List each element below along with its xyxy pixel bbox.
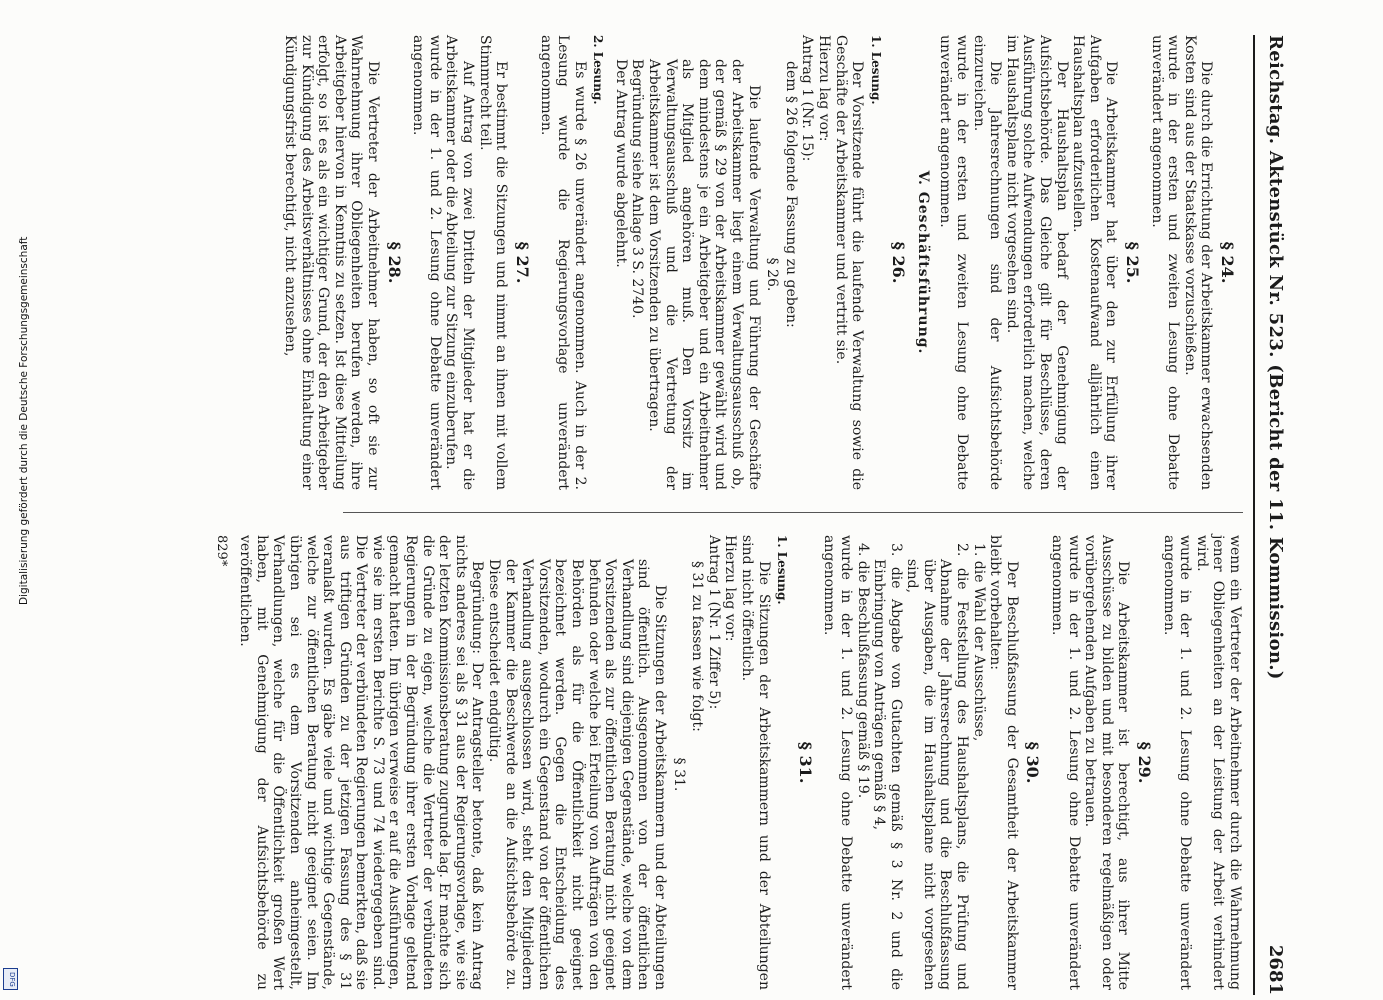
section-27-title: § 27. [512, 241, 532, 284]
section-26-quote-result: Der Antrag wurde abgelehnt. [612, 59, 629, 268]
section-30-result: wurde in der 1. und 2. Lesung ohne Debatte unverändert angenommen. [821, 535, 854, 990]
section-26-quote-head: § 26. [764, 257, 781, 292]
section-31-intro: Hierzu lag vor: [722, 535, 739, 642]
section-26-motion-desc: dem § 26 folgende Fassung zu geben: [782, 61, 799, 328]
section-25-text-3: Die Jahresrechnungen sind der Aufsichtsbehörde einzureichen. [970, 35, 1004, 490]
section-26-first-reading: 1. Lesung. [868, 35, 883, 105]
section-26-intro: Hierzu lag vor: [815, 35, 832, 142]
section-31-text: Die Sitzungen der Arbeitskammern und der Abteilungen sind nicht öffentlich. [738, 535, 772, 990]
section-26-second-reading: 2. Lesung. [591, 35, 606, 105]
section-24-title: § 24. [1218, 241, 1237, 284]
section-30-item: 2. die Feststellung des Haushaltsplans, die Prüfung und Abnahme der Jahresrechnung und die Beschlußfassung über Ausgaben, die im Haushaltsplane nicht vorgesehen sind, [904, 543, 971, 990]
section-30-item: 1. die Wahl der Ausschüsse, [970, 543, 987, 742]
section-24-result: wurde in der ersten und zweiten Lesung ohne Debatte unverändert angenommen. [1148, 35, 1182, 490]
section-25-title: § 25. [1123, 241, 1143, 284]
section-25-text-2: Der Haushaltsplan bedarf der Genehmigung der Aufsichtsbehörde. Das Gleiche gilt für Beschlüsse, deren Ausführung solche Aufwendungen erforderlich machen, welche im Haushaltsplane nicht vorgesehen sind. [1003, 35, 1070, 490]
section-27-result: wurde in der 1. und 2. Lesung ohne Debatte unverändert angenommen. [410, 35, 443, 490]
section-25-text-1: Die Arbeitskammer hat über den zur Erfüllung ihrer Aufgaben erforderlichen Kostenaufwand alljährlich einen Haushaltsplan aufzustellen. [1070, 35, 1120, 490]
header-title: Reichstag. Aktenstück Nr. 523. (Bericht der 11. Kommission.) [1265, 35, 1286, 680]
section-31-quote-head: § 31. [670, 757, 687, 792]
section-28-text: Die Vertreter der Arbeitnehmer haben, so oft sie zur Wahrnehmung ihrer Obliegenheiten berufen werden, ihre Arbeitgeber hiervon in Kenntnis zu setzen. Ist diese Mitteilung erfolgt, so ist es als ein wichtiger Grund, der den Arbeitgeber zur Kündigung des Arbeitsverhältnisses ohne Einhaltung einer Kündigungsfrist berechtigt, nicht anzusehen, [282, 35, 382, 490]
digitization-sidebar [0, 0, 30, 1000]
section-26-result: Es wurde § 26 unverändert angenommen. Auch in der 2. Lesung wurde die Regierungsvorlage unverändert angenommen. [538, 35, 588, 490]
section-31-title: § 31. [795, 741, 815, 784]
section-26-motion: Antrag 1 (Nr. 15): [799, 35, 816, 162]
section-28-continuation: wenn ein Vertreter der Arbeitnehmer durch die Wahrnehmung jener Obliegenheiten an der Leistung der Arbeit verhindert wird. [1193, 535, 1243, 990]
header-page-number: 2681 [1265, 944, 1286, 995]
chapter-heading: V. Geschäftsführung. [914, 170, 931, 355]
section-29-result: wurde in der 1. und 2. Lesung ohne Debatte unverändert angenommen. [1049, 535, 1082, 990]
section-28-result: wurde in der 1. und 2. Lesung ohne Debatte unverändert angenommen. [1160, 535, 1194, 990]
section-30-text: Der Beschlußfassung der Gesamtheit der Arbeitskammer bleibt vorbehalten: [987, 535, 1020, 990]
column-divider [343, 512, 1243, 513]
footer-sheet-number: 829* [214, 535, 230, 567]
section-31-first-reading: 1. Lesung. [775, 535, 790, 605]
section-31-motion-desc: § 31 zu fassen wie folgt: [689, 561, 706, 732]
left-column [282, 35, 1243, 490]
section-31-motion: Antrag 1 (Nr. 1 Ziffer 5): [705, 535, 722, 710]
section-31-reasoning: Begründung: Der Antragsteller betonte, daß kein Antrag nichts anderes sei als § 31 aus der Regierungsvorlage, wie sie der letzten Kommissionsberatung zugrunde lag. Er machte sich die Gründe zu eigen, welche die Vertreter der verbündeten Regierungen in der Begründung ihrer ersten Vorlage geltend gemacht hatten. Im übrigen verweise er auf die Ausführungen, wie sie im ersten Berichte S. 73 und 74 wiedergegeben sind. Die Vertreter der verbündeten Regierungen bemerkten, daß sie aus triftigen Gründen zu der jetzigen Fassung des § 31 veranlaßt wurden. Es gäbe viele und wichtige Gegenstände, welche zur öffentlichen Beratung nicht geeignet seien. Im übrigen sei es dem Vorsitzenden anheimgestellt, Verhandlungen, welche für die Öffentlichkeit großen Wert haben, mit Genehmigung der Aufsichtsbehörde zu veröffentlichen. [237, 535, 486, 990]
section-27-text-1: Er bestimmt die Sitzungen und nimmt an ihnen mit vollem Stimmrecht teil. [476, 35, 510, 490]
section-26-text: Der Vorsitzende führt die laufende Verwaltung sowie die Geschäfte der Arbeitskammer und vertritt sie. [832, 35, 866, 490]
dfg-logo-icon: DFG [3, 968, 18, 990]
section-31-quote-body: Die Sitzungen der Arbeitskammern und der Abteilungen sind öffentlich. Ausgenommen von der öffentlichen Verhandlung sind diejenigen Gegenstände, welche von dem Vorsitzenden als zur öffentlichen Beratung nicht geeignet befunden oder welche bei Erteilung von Aufträgen von den Behörden als für die Öffentlichkeit nicht geeignet bezeichnet werden. Gegen die Entscheidung des Vorsitzenden, wodurch ein Gegenstand von der öffentlichen Verhandlung ausgeschlossen wird, steht den Mitgliedern der Kammer die Beschwerde an die Aufsichtsbehörde zu. Diese entscheidet endgültig. [486, 559, 668, 990]
section-25-result: wurde in der ersten und zweiten Lesung ohne Debatte unverändert angenommen. [937, 35, 971, 490]
section-30-item: 4. die Beschlußfassung gemäß § 19. [854, 543, 871, 799]
section-24-text: Die durch die Errichtung der Arbeitskammer erwachsenden Kosten sind aus der Staatskasse vorzuschießen. [1181, 35, 1215, 490]
rotated-document-page [95, 35, 1285, 995]
section-30-title: § 30. [1023, 741, 1043, 784]
section-27-text-2: Auf Antrag von zwei Dritteln der Mitglieder hat er die Arbeitskammer oder die Abteilung zur Sitzung einzuberufen. [443, 35, 477, 490]
section-26-quote-body: Die laufende Verwaltung und Führung der Geschäfte der Arbeitskammer liegt einem Verwaltungsausschuß ob, der gemäß § 29 von der Arbeitskammer gewählt wird und dem mindestens je ein Arbeitgeber und ein Arbeitnehmer als Mitglied angehören muß. Den Vorsitz im Verwaltungsausschuß und die Vertretung der Arbeitskammer ist dem Vorsitzenden zu übertragen. [646, 59, 762, 490]
funding-credit: Digitalisierung gefördert durch die Deutsche Forschungsgemeinschaft [18, 236, 30, 605]
right-column [214, 535, 1243, 990]
running-header [1253, 35, 1285, 995]
section-30-item: 3. die Abgabe von Gutachten gemäß § 3 Nr. 2 und die Einbringung von Anträgen gemäß § 4, [871, 543, 904, 990]
section-26-quote-reason: Begründung siehe Anlage 3 S. 2740. [629, 59, 646, 319]
section-31-quote [485, 535, 686, 990]
section-29-text: Die Arbeitskammer ist berechtigt, aus ihrer Mitte Ausschüsse zu bilden und mit besonderen regelmäßigen oder vorübergehenden Aufgaben zu betrauen. [1082, 535, 1132, 990]
section-26-title: § 26. [889, 241, 909, 284]
section-29-title: § 29. [1135, 741, 1155, 784]
section-28-title: § 28. [384, 241, 404, 284]
section-26-quote [612, 35, 780, 490]
